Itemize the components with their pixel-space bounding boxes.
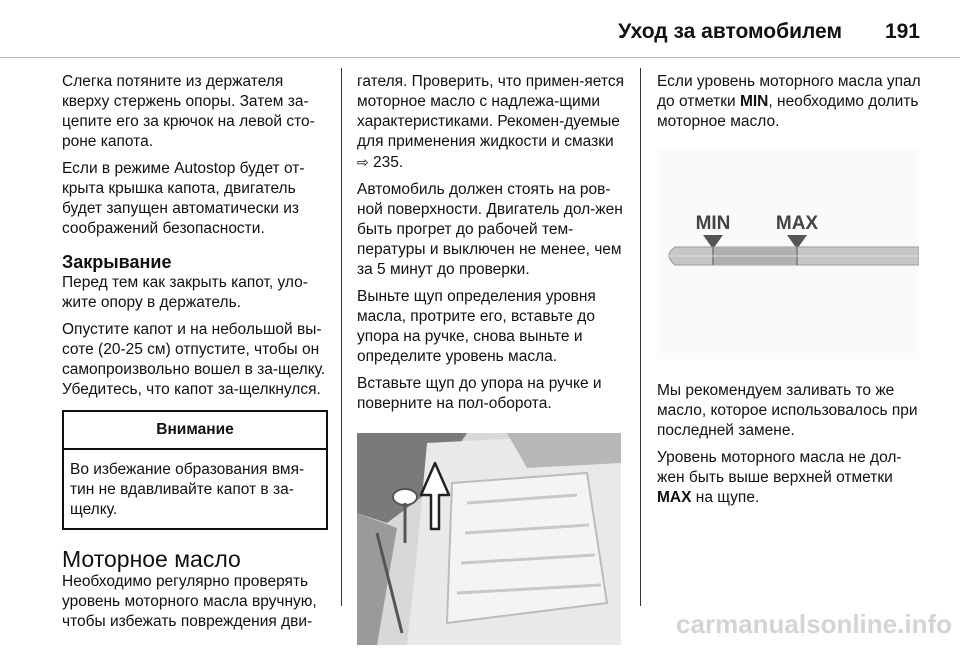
paragraph: Перед тем как закрыть капот, уло-жите опору в держатель. [62,274,308,311]
max-mark-label: MAX [657,489,692,506]
paragraph [657,72,927,132]
column-3 [657,72,927,515]
caution-box [62,410,328,530]
paragraph-text: гателя. Проверить, что примен-яется моторное масло с надлежа-щими характеристиками. Рекомен-дуемые для применения жидкости и смазки [357,73,624,150]
paragraph-text: , необходимо долить моторное масло. [657,93,919,130]
paragraph: Выньте щуп определения уровня масла, протрите его, вставьте до упора на ручке, снова выньте и определите уровень масла. [357,288,596,365]
caution-text: Во избежание образования вмя-тин не вдавливайте капот в за-щелку. [70,461,305,518]
paragraph-text: Если уровень моторного масла упал до отметки [657,73,921,110]
gauge-max-label: MAX [775,213,819,234]
engine-bay-photo [357,433,621,645]
paragraph [357,72,625,173]
page-reference-arrow-icon: ⇨ [357,154,369,170]
header-rule [0,57,960,58]
paragraph [657,448,927,508]
section-heading-engine-oil: Моторное масло [62,546,241,572]
paragraph-text: на щупе. [695,489,760,506]
paragraph: Необходимо регулярно проверять уровень моторного масла вручную, чтобы избежать повреждения дви- [62,573,317,630]
paragraph: Автомобиль должен стоять на ров-ной поверхности. Двигатель дол-жен быть прогрет до рабочей тем-пературы и выключен не менее, чем за 5 минут до проверки. [357,181,623,278]
column-1 [62,72,328,639]
page-number: 191 [884,20,920,43]
paragraph: Вставьте щуп до упора на ручке и поверните на пол-оборота. [357,375,602,412]
paragraph: Слегка потяните из держателя кверху стержень опоры. Затем за-цепите его за крючок на левой сто-роне капота. [62,73,315,150]
paragraph: Опустите капот и на небольшой вы-соте (20-25 см) отпустите, чтобы он самопроизвольно вошел в за-щелку. Убедитесь, что капот за-щелкнулся. [62,321,326,398]
gauge-min-label: MIN [695,213,731,234]
page-header-title: Уход за автомобилем [618,20,842,43]
column-2 [357,72,625,651]
paragraph-text: Уровень моторного масла не дол-жен быть выше верхней отметки [657,449,902,486]
min-mark-label: MIN [739,93,769,110]
dipstick-illustration [657,149,919,359]
paragraph: Мы рекомендуем заливать то же масло, которое использовалось при последней замене. [657,382,918,439]
page-reference[interactable]: 235. [373,154,404,171]
column-divider-2 [640,68,641,606]
watermark: carmanualsonline.info [676,609,952,639]
section-heading-closing: Закрывание [62,252,172,272]
paragraph: Если в режиме Autostop будет от-крыта крышка капота, двигатель будет запущен автоматически из соображений безопасности. [62,160,305,237]
caution-title: Внимание [64,412,326,450]
column-divider-1 [341,68,342,606]
